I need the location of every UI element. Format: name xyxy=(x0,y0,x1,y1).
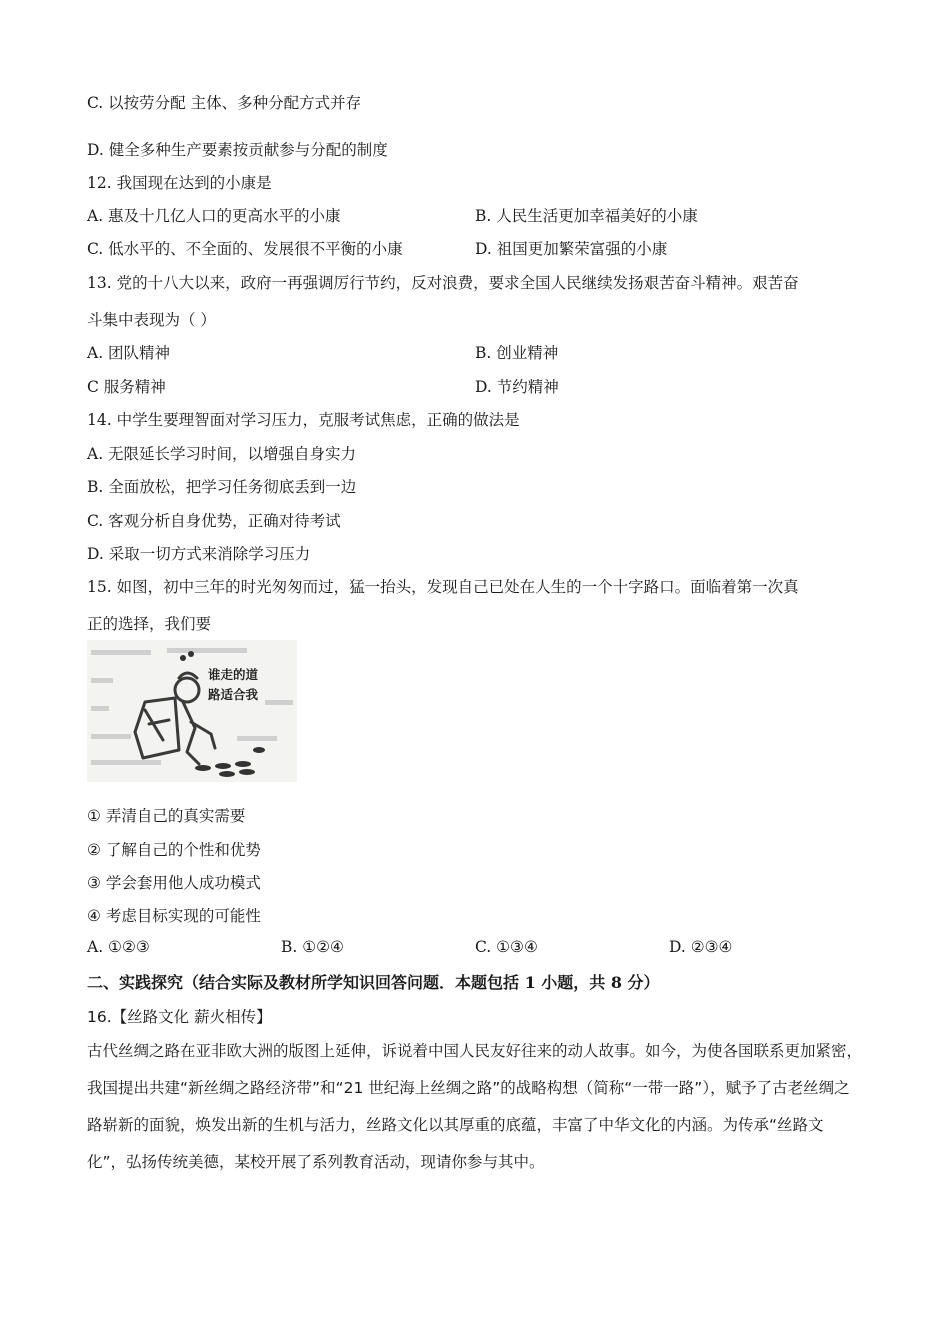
q12-option-c: C. 低水平的、不全面的、发展很不平衡的小康 xyxy=(87,240,403,258)
q11-option-c: C. 以按劳分配 主体、多种分配方式并存 xyxy=(87,94,362,112)
q15-option-c: C. ①③④ xyxy=(475,938,538,956)
q15-stem-line2: 正的选择，我们要 xyxy=(87,615,212,633)
q15-options xyxy=(87,938,862,960)
q15-item-3: ③ 学会套用他人成功模式 xyxy=(87,874,261,892)
q15-stem-line1: 15. 如图，初中三年的时光匆匆而过，猛一抬头，发现自己已处在人生的一个十字路口。面临着第一次真 xyxy=(87,578,799,596)
q15-option-d: D. ②③④ xyxy=(669,938,733,956)
section2-heading: 二、实践探究（结合实际及教材所学知识回答问题．本题包括 1 小题，共 8 分） xyxy=(87,973,660,992)
q13-option-d: D. 节约精神 xyxy=(475,378,559,396)
q13-stem-line1: 13. 党的十八大以来，政府一再强调厉行节约，反对浪费，要求全国人民继续发扬艰苦奋斗精神。艰苦奋 xyxy=(87,274,799,292)
q13-option-a: A. 团队精神 xyxy=(87,344,171,362)
q14-option-d: D. 采取一切方式来消除学习压力 xyxy=(87,545,311,563)
q15-option-a: A. ①②③ xyxy=(87,938,150,956)
q15-item-1: ① 弄清自己的真实需要 xyxy=(87,807,246,825)
cartoon-illustration xyxy=(87,640,297,782)
q14-option-c: C. 客观分析自身优势，正确对待考试 xyxy=(87,512,341,530)
q16-paragraph: 古代丝绸之路在亚非欧大洲的版图上延伸，诉说着中国人民友好往来的动人故事。如今，为使各国联系更加紧密，我国提出共建“新丝绸之路经济带”和“21 世纪海上丝绸之路”的战略构想（简称“一带一路”），赋予了古老丝绸之路崭新的面貌，焕发出新的生机与活力，丝路文化以其厚重的底蕴，丰富了中华文化的内涵。为传承“丝路文化”，弘扬传统美德，某校开展了系列教育活动，现请你参与其中。 xyxy=(87,1042,863,1171)
q13-option-b: B. 创业精神 xyxy=(475,344,559,362)
q13-stem-line2: 斗集中表现为（ ） xyxy=(87,311,216,329)
q12-option-a: A. 惠及十几亿人口的更高水平的小康 xyxy=(87,207,341,225)
q15-option-b: B. ①②④ xyxy=(281,938,344,956)
q14-option-a: A. 无限延长学习时间，以增强自身实力 xyxy=(87,445,357,463)
cartoon-caption: 谁走的道 路适合我 xyxy=(208,667,259,702)
q15-cartoon-figure xyxy=(87,640,297,782)
q12-option-b: B. 人民生活更加幸福美好的小康 xyxy=(475,207,698,225)
q14-option-b: B. 全面放松，把学习任务彻底丢到一边 xyxy=(87,478,357,496)
q13-option-c: C 服务精神 xyxy=(87,378,166,396)
q14-stem: 14. 中学生要理智面对学习压力，克服考试焦虑，正确的做法是 xyxy=(87,411,520,429)
q12-stem: 12. 我国现在达到的小康是 xyxy=(87,174,272,192)
q15-item-2: ② 了解自己的个性和优势 xyxy=(87,841,261,859)
q15-item-4: ④ 考虑目标实现的可能性 xyxy=(87,907,261,925)
q11-option-d: D. 健全多种生产要素按贡献参与分配的制度 xyxy=(87,141,388,159)
q16-title: 16.【丝路文化 薪火相传】 xyxy=(87,1008,272,1026)
q12-option-d: D. 祖国更加繁荣富强的小康 xyxy=(475,240,668,258)
